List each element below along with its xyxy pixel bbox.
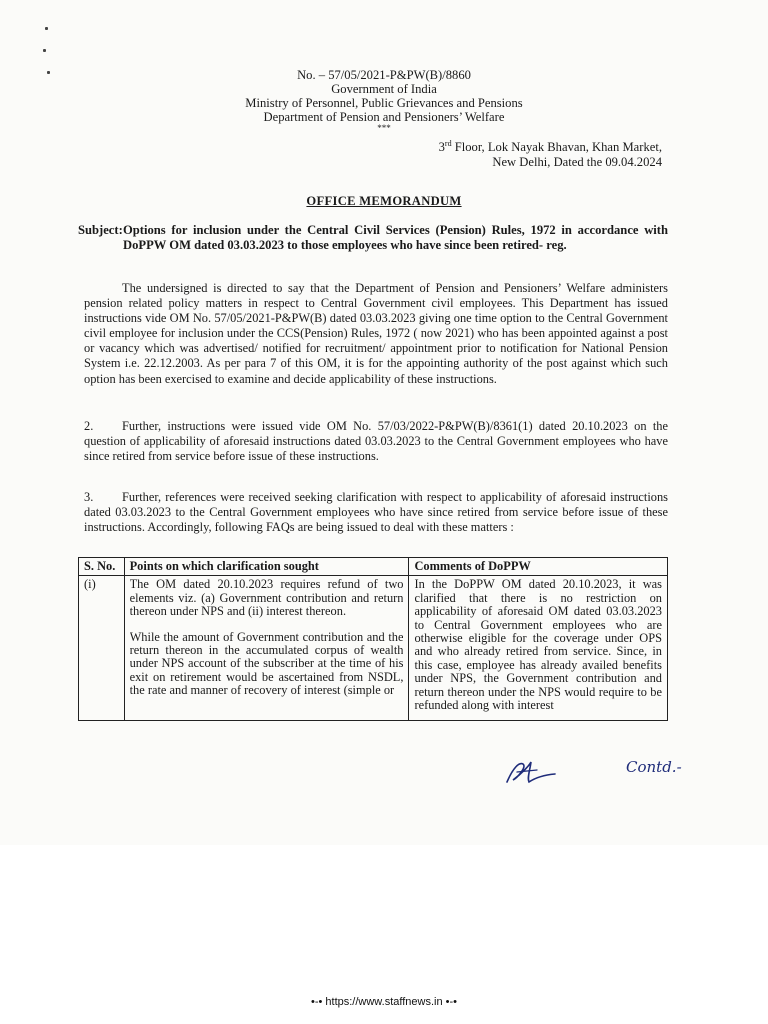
subject-text: Options for inclusion under the Central Civil Services (Pension) Rules, 1972 in accordance with DoPPW OM dated 03.03.2023 to those employees who have since been retired- reg. [123,223,668,252]
government-line: Government of India [331,82,437,96]
points-para-b: While the amount of Government contribution and the return thereon in the accumulated corpus of wealth under NPS account of the subscriber at the time of his exit on retirement would be ascertained from NSDL, the rate and manner of recovery of interest (simple or [129,629,404,698]
separator: *** [377,123,391,133]
ministry-line: Ministry of Personnel, Public Grievances and Pensions [245,96,523,110]
footer-url[interactable]: •-• https://www.staffnews.in •-• [310,996,458,1008]
document-title: OFFICE MEMORANDUM [306,194,462,208]
comments-text: In the DoPPW OM dated 20.10.2023, it was clarified that there is no restriction on applicability of aforesaid OM dated 03.03.2023 to Central Government employees who are otherwise eligible for the coverage under OPS and who already retired from service. Since, in this case, employee has already availed benefits under NPS, the Government contribution and return thereon under the NPS would require to be refunded along with interest [414,578,662,713]
subject-block [78,223,668,253]
address-line-1: 3rd Floor, Lok Nayak Bhavan, Khan Market, [438,139,662,154]
address-block [439,136,662,170]
subject-label: Subject: [78,223,123,237]
continued-note: Contd.- [626,758,682,776]
points-para-a: The OM dated 20.10.2023 requires refund of two elements viz. (a) Government contribution and return thereon under NPS and (ii) interest thereon. [129,578,404,619]
scan-speck [43,49,46,52]
letterhead [0,68,768,132]
file-number: No. – 57/05/2021-P&PW(B)/8860 [297,68,471,82]
header-sno: S. No. [79,558,125,576]
faq-table [78,557,668,721]
header-comments: Comments of DoPPW [409,558,668,576]
scan-speck [45,27,48,30]
header-points: Points on which clarification sought [124,558,409,576]
department-line: Department of Pension and Pensioners’ Welfare [263,110,505,124]
paragraph-1: The undersigned is directed to say that the Department of Pension and Pensioners’ Welfare administers pension related policy matters in respect to Central Government civil employees. This Department has issued instructions vide OM No. 57/05/2021-P&PW(B) dated 03.03.2023 giving one time option to the Central Government civil employee for inclusion under the CCS(Pension) Rules, 1972 ( now 2021) who has been appointed against a post or vacancy which was advertised/ notified for recruitment/ appointment prior to notification for National Pension System i.e. 22.12.2003. As per para 7 of this OM, it is for the appointing authority of the post against which such option has been exercised to examine and decide applicability of these instructions. [84,281,668,386]
signature-mark [503,758,559,786]
paragraph-3: 3. Further, references were received seeking clarification with respect to applicability of aforesaid instructions dated 03.03.2023 to the Central Government employees who have since retired from service before issue of these instructions. Accordingly, following FAQs are being issued to deal with these matters : [84,490,668,535]
table-header-row [79,558,668,576]
cell-comments [409,576,668,721]
paragraph-2: 2. Further, instructions were issued vide OM No. 57/03/2022-P&PW(B)/8361(1) dated 20.10.2023 on the question of applicability of aforesaid instructions dated 03.03.2023 to the Central Government employees who have since retired from service before issue of these instructions. [84,419,668,464]
cell-points [124,576,409,721]
table-row [79,576,668,721]
address-line-2: New Delhi, Dated the 09.04.2024 [492,155,662,169]
cell-sno: (i) [79,576,125,721]
paragraph-number: 3. [84,490,94,504]
paragraph-number: 2. [84,419,94,433]
